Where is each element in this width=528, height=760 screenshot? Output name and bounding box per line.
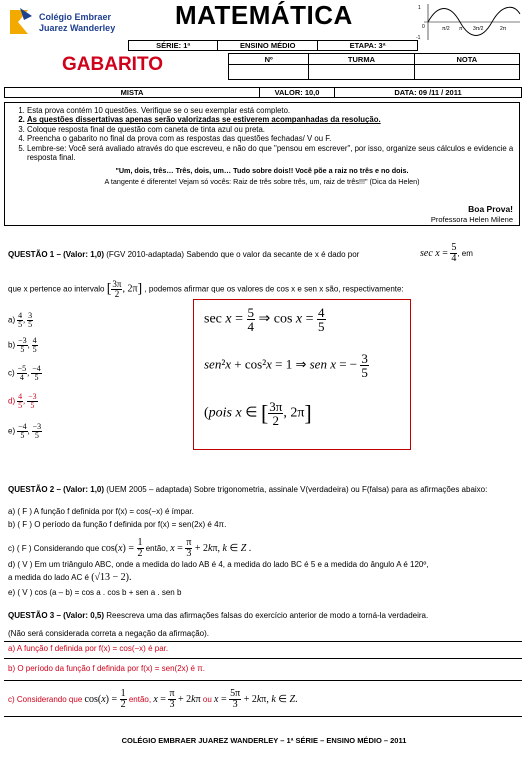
q1-sec-formula: sec x = $\frac{5}{4}$ , em [420, 242, 473, 264]
q2-statement [8, 485, 520, 495]
logo-line-1: Colégio Embraer [39, 12, 112, 22]
q1-option[interactable]: a) $\frac{4}{5}$ , $\frac{3}{5}$ [8, 311, 33, 329]
q1-title: QUESTÃO 1 – (Valor: 1,0) [8, 250, 105, 259]
q3-answer-a: a) A função f definida por f(x) = cos(−x) é par. [8, 644, 169, 653]
svg-text:-1: -1 [416, 35, 421, 41]
quote-line-2: A tangente é diferente! Vejam só vocês: Raiz de três sobre três, um, raiz de três!!!" (Dica da Helen) [104, 177, 420, 187]
quote-line-1: "Um, dois, três… Três, dois, um… Tudo sobre dois!! Você põe a raiz no três e no dois. [115, 166, 409, 176]
q3-answer-line-b [4, 658, 522, 659]
gabarito-title: GABARITO [62, 54, 163, 75]
q3-answer-line-d [4, 716, 522, 717]
data-cell: DATA: 09 /11 / 2011 [335, 88, 522, 98]
serie-cell: SÉRIE: 1ª [129, 41, 218, 51]
q1-option[interactable]: c) $\frac{-5}{4}$ , $\frac{-4}{5}$ [8, 364, 41, 382]
instruction-item: 3. Coloque resposta final de questão com caneta de tinta azul ou preta. [27, 125, 515, 134]
header-row-2 [228, 53, 520, 80]
q3-note: (Não será considerada correta a negação da afirmação). [8, 629, 209, 638]
q3-statement [8, 611, 520, 621]
instruction-item: 1. Esta prova contém 10 questões. Verifique se o seu exemplar está completo. [27, 106, 515, 115]
header-row-1 [128, 40, 418, 51]
numero-label: Nº [229, 54, 309, 65]
q1-option-letter: b) [8, 340, 16, 350]
boa-prova: Boa Prova! [468, 204, 513, 214]
svg-text:2π: 2π [500, 26, 507, 32]
q2-item-a: a) ( F ) A função f definida por f(x) = cos(−x) é ímpar. [8, 507, 194, 516]
svg-text:π: π [459, 26, 463, 32]
q2-item-d: d) ( V ) Em um triângulo ABC, onde a medida do lado AB é 4, a medida do lado BC é 5 e a medida do ângulo A é 120º, [8, 560, 429, 569]
professora: Professora Helen Milene [430, 215, 513, 224]
valor-cell: VALOR: 10,0 [260, 88, 335, 98]
instructions-list [9, 106, 515, 162]
q1-option[interactable]: b) $\frac{-3}{5}$ , $\frac{4}{5}$ [8, 336, 37, 354]
q2-item-c: c) ( F ) Considerando que cos(x) = $\frac{1}{2}$ então, x = $\frac{\pi}{3}$ + 2kπ, k ∈ Z . [8, 537, 252, 559]
q1-option-letter: d) [8, 396, 16, 406]
tipo-cell: MISTA [5, 88, 260, 98]
q1-text: (FGV 2010-adaptada) Sabendo que o valor da secante de x é dado por [106, 250, 360, 259]
logo-emblem-icon [6, 6, 36, 40]
nota-label: NOTA [414, 54, 519, 65]
q1-solution-box: sec x = $\frac{5}{4}$ ⇒ cos x = $\frac{4}{5}$ sen²x + cos²x = 1 ⇒ sen x = − $\frac{3}{5}$ (pois x ∈ [ $\frac{3\pi}{2}$ , 2π] [193, 299, 411, 450]
level-cell: ENSINO MÉDIO [218, 41, 318, 51]
svg-text:π/2: π/2 [442, 26, 450, 32]
sine-graph [416, 2, 522, 42]
svg-text:3π/2: 3π/2 [473, 26, 484, 32]
q1-option[interactable]: d) $\frac{4}{5}$ , $\frac{-3}{5}$ [8, 392, 37, 410]
q2-item-d2: a medida do lado AC é (√13 − 2). [8, 572, 132, 583]
q3-title: QUESTÃO 3 – (Valor: 0,5) [8, 611, 105, 620]
q1-statement [8, 250, 418, 260]
logo-line-2: Juarez Wanderley [39, 23, 116, 33]
q2-item-e: e) ( V ) cos (a – b) = cos a . cos b + sen a . sen b [8, 588, 182, 597]
footer: COLÉGIO EMBRAER JUAREZ WANDERLEY – 1ª SÉRIE – ENSINO MÉDIO – 2011 [121, 736, 407, 745]
q1-option-letter: c) [8, 368, 15, 378]
header-row-3 [4, 87, 522, 98]
q1-interval-line: que x pertence ao intervalo [ $\frac{3\pi}{2}$ , 2π] , podemos afirmar que os valores de cos x e sen x são, respectivamente: [8, 279, 404, 299]
q3-answer-b: b) O período da função f definida por f(x) = sen(2x) é π. [8, 664, 205, 673]
q2-item-b: b) ( F ) O período da função f definida por f(x) = sen(2x) é 4π. [8, 520, 227, 529]
q2-title: QUESTÃO 2 – (Valor: 1,0) [8, 485, 105, 494]
q1-option-letter: e) [8, 426, 16, 436]
q1-option[interactable]: e) $\frac{-4}{5}$ , $\frac{-3}{5}$ [8, 422, 42, 440]
q3-answer-line-a [4, 641, 522, 642]
q1-option-letter: a) [8, 315, 16, 325]
q3-text: Reescreva uma das afirmações falsas do exercício anterior de modo a torná-la verdadeira. [106, 611, 429, 620]
instruction-item: 4. Preencha o gabarito no final da prova com as respostas das questões fechadas/ V ou F. [27, 134, 515, 143]
svg-text:0: 0 [422, 24, 425, 30]
subject-title: MATEMÁTICA [175, 0, 353, 30]
instructions-box [4, 102, 520, 226]
svg-text:1: 1 [418, 5, 421, 11]
q3-answer-c: c) Considerando que cos(x) = $\frac{1}{2}$ então, x = $\frac{\pi}{3}$ + 2kπ ou x = $\frac{5\pi}{3}$ + 2kπ, k ∈ Z. [8, 688, 298, 710]
instruction-item: 5. Lembre-se: Você será avaliado através do que escreveu, e não do que "pensou em escrever", por isso, organize seus cálculos e evidencie a resposta final. [27, 144, 515, 163]
instruction-item: 2. As questões dissertativas apenas serão valorizadas se estiverem acompanhadas da resolução. [27, 115, 515, 124]
etapa-cell: ETAPA: 3ª [318, 41, 418, 51]
q2-text: (UEM 2005 – adaptada) Sobre trigonometria, assinale V(verdadeira) ou F(falsa) para as afirmações abaixo: [106, 485, 488, 494]
turma-label: TURMA [309, 54, 414, 65]
q3-answer-line-c [4, 680, 522, 681]
school-logo [6, 4, 126, 46]
